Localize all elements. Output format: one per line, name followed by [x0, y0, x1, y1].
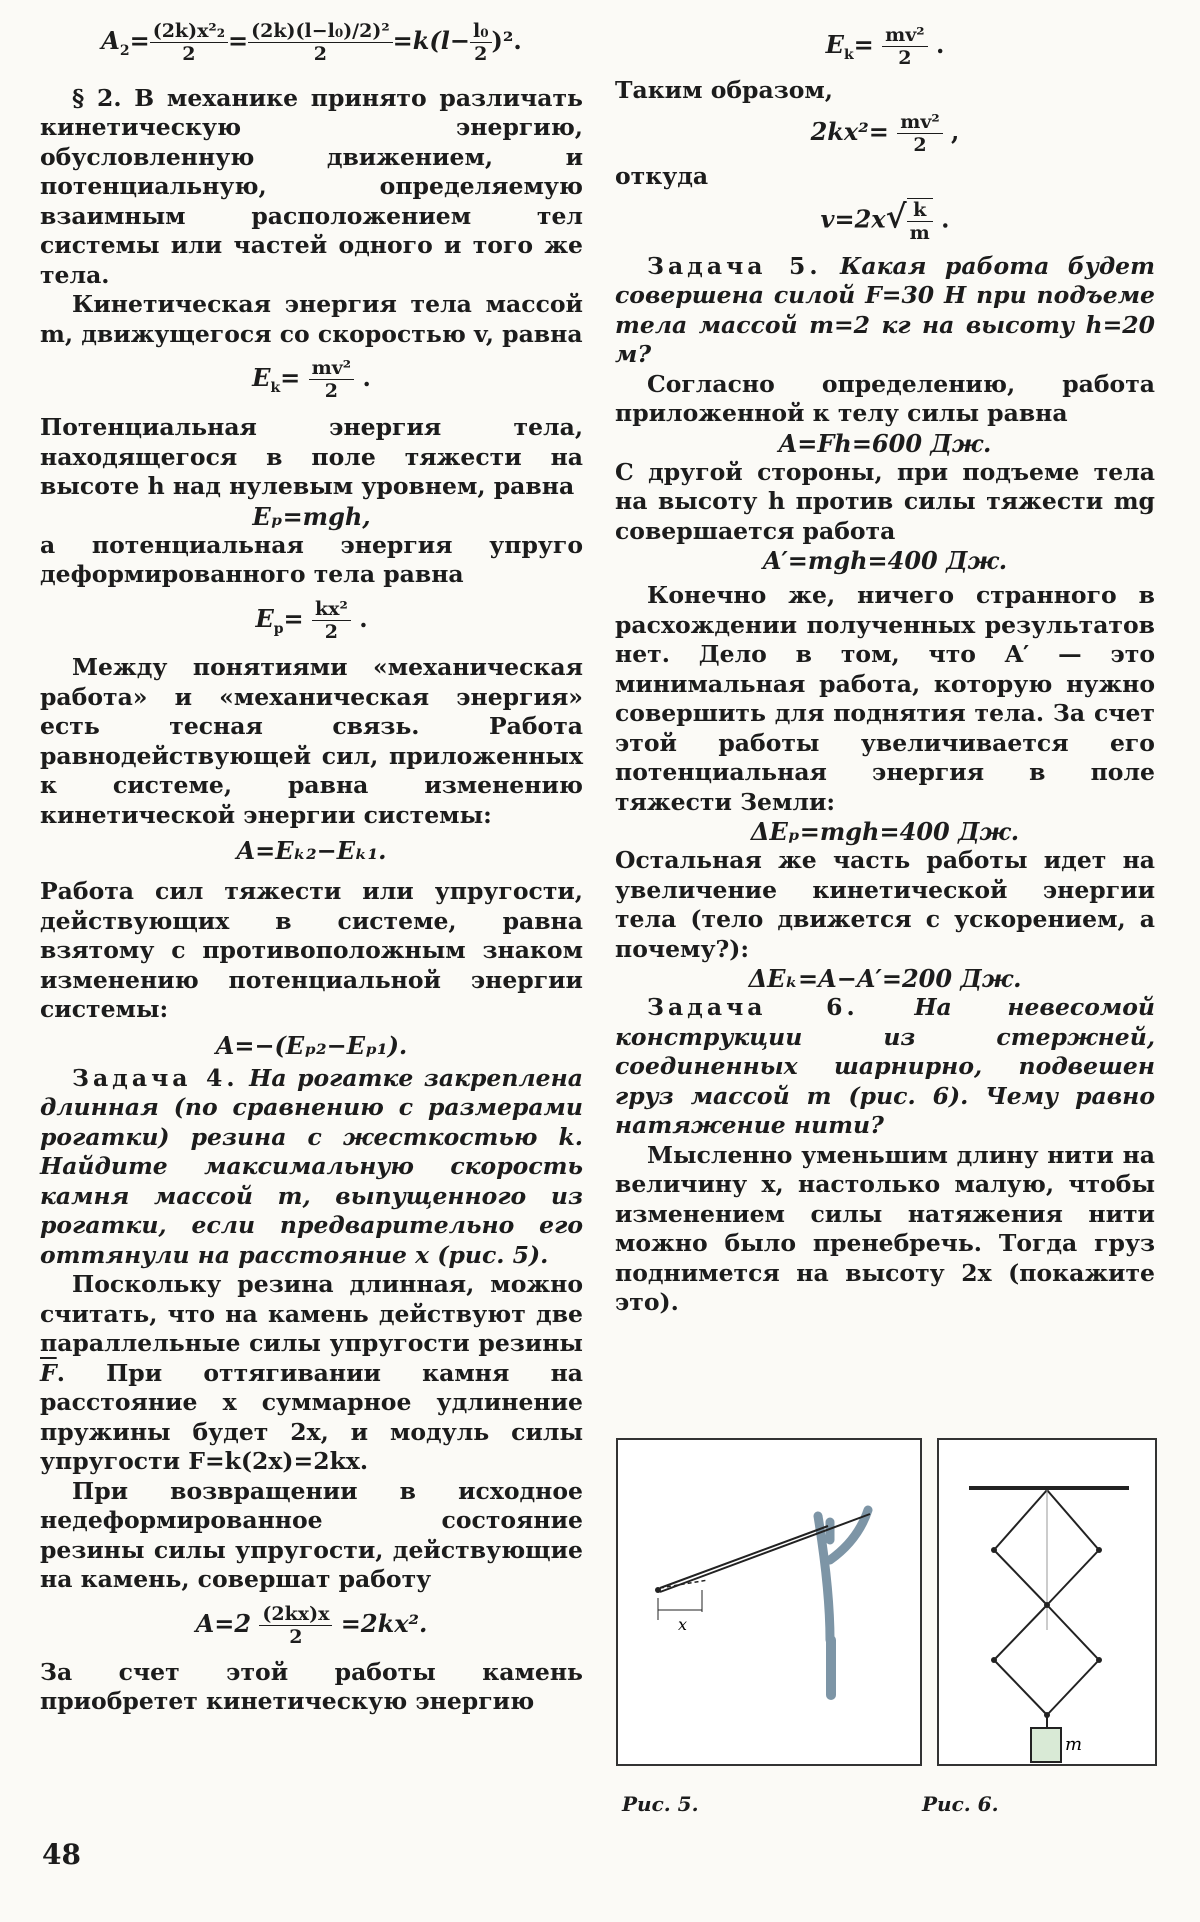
formula-ek: $E_k=$ $\frac{\text{mv²}}{2}$ . — [252, 357, 371, 403]
figure-5-slingshot — [616, 1438, 922, 1766]
task-5-text: Какая работа будет совершена силой F=30 Н при подъеме тела массой m=2 кг на высоту h=20 м? — [615, 251, 1155, 369]
slingshot-illustration — [618, 1440, 920, 1764]
formula-ep-mgh: Eₚ=mgh, — [252, 501, 371, 531]
formula-fh: A=Fh=600 Дж. — [778, 428, 992, 458]
paragraph-discrepancy: Конечно же, ничего странного в расхождении полученных результатов нет. Дело в том, что A′ — это минимальная работа, которую нужно совершить для поднятия тела. За счет этой работы увеличивается его потенциальная энергия в поле тяжести Земли: — [615, 581, 1155, 816]
paragraph-whence: откуда — [615, 162, 709, 191]
left-column — [40, 20, 583, 1717]
paragraph-definition: Согласно определению, работа приложенной к телу силы равна — [615, 369, 1155, 428]
formula-ep-kx: $E_p=$ $\frac{\text{kx²}}{2}$ . — [255, 597, 368, 643]
formula-work-2kx: A=2 $\frac{(2kx)x}{2}$ =2kx². — [195, 1602, 428, 1648]
paragraph-work-energy: Между понятиями «механическая работа» и «механическая энергия» есть тесная связь. Работа равнодействующей сил, приложенных к системе, равна изменению кинетической энергии системы: — [40, 653, 583, 829]
formula-work-kinetic: A=Eₖ₂−Eₖ₁. — [236, 836, 387, 866]
task-5-label: Задача 5. — [647, 251, 822, 280]
formula-2kx: 2kx²= $\frac{\text{mv²}}{2}$ , — [810, 111, 960, 157]
formula-velocity: v=2x√ $\frac{k}{m}$ . — [820, 197, 950, 244]
page-number: 48 — [42, 1838, 81, 1871]
hinged-rods-illustration — [939, 1440, 1155, 1764]
task-4-label: Задача 4. — [72, 1063, 239, 1092]
paragraph-rubber: Поскольку резина длинная, можно считать, что на камень действуют две параллельные силы упругости резины $\overline{F}$. При оттягивании камня на расстояние x суммарное удлинение пружины будет 2x, и модуль силы упругости F=k(2x)=2kx. — [40, 1270, 583, 1476]
formula-delta-ek: ΔEₖ=A−A′=200 Дж. — [748, 964, 1022, 994]
paragraph-potential: Потенциальная энергия тела, находящегося в поле тяжести на высоте h над нулевым уровнем, равна — [40, 413, 583, 501]
task-6 — [615, 993, 1155, 1141]
formula-delta-ep: ΔEₚ=mgh=400 Дж. — [750, 817, 1020, 847]
caption-figure-6: Рис. 6. — [922, 1792, 999, 1816]
paragraph-return: При возвращении в исходное недеформированное состояние резины силы упругости, действующие на камень, совершат работу — [40, 1476, 583, 1594]
right-column — [615, 20, 1155, 1318]
paragraph-other-side: С другой стороны, при подъеме тела на высоту h против силы тяжести mg совершается работа — [615, 457, 1155, 545]
paragraph-kinetic: Кинетическая энергия тела массой m, движущегося со скоростью v, равна — [40, 290, 583, 348]
paragraph-energy-types: § 2. В механике принято различать кинетическую энергию, обусловленную движением, и потенциальную, определяемую взаимным расположением тел системы или частей одного и того же тела. — [40, 83, 583, 289]
figure-6-hinged-rods — [937, 1438, 1157, 1766]
formula-mgh: A′=mgh=400 Дж. — [762, 546, 1008, 576]
paragraph-thought-experiment: Мысленно уменьшим длину нити на величину x, настолько малую, чтобы изменением силы натяжения нити можно было пренебречь. Тогда груз поднимется на высоту 2x (покажите это). — [615, 1140, 1155, 1317]
fig6-m-label: m — [1065, 1734, 1083, 1755]
fig5-x-label: x — [678, 1615, 688, 1634]
task-4 — [40, 1064, 583, 1271]
paragraph-potential-work: Работа сил тяжести или упругости, действующих в системе, равна взятому с противоположным знаком изменению потенциальной энергии системы: — [40, 877, 583, 1024]
paragraph-kinetic-gain: За счет этой работы камень приобретет кинетическую энергию — [40, 1657, 583, 1716]
paragraph-remaining-work: Остальная же часть работы идет на увеличение кинетической энергии тела (тело движется с ускорением, а почему?): — [615, 846, 1155, 963]
paragraph-thus: Таким образом, — [615, 75, 833, 104]
formula-ek-right: $E_k=$ $\frac{\text{mv²}}{2}$ . — [825, 24, 945, 69]
task-5 — [615, 252, 1155, 370]
force-vector: $\overline{F}$ — [40, 1358, 57, 1387]
task-6-label: Задача 6. — [647, 993, 859, 1022]
formula-work-potential: A=−(Eₚ₂−Eₚ₁). — [215, 1030, 408, 1060]
formula-a2: $A_2=$ $\frac{\text{(2k)x²₂}}{2}$ = $\frac{\text{(2k)(l−l₀)/2)²}}{2}$ =k(l− $\frac{\text{l₀}}{2}$ )². — [101, 20, 522, 65]
caption-figure-5: Рис. 5. — [622, 1792, 699, 1816]
paragraph-elastic: а потенциальная энергия упруго деформированного тела равна — [40, 530, 583, 589]
task-6-text: На невесомой конструкции из стержней, соединенных шарнирно, подвешен груз массой m (рис. 6). Чему равно натяжение нити? — [615, 993, 1155, 1140]
task-4-text: На рогатке закреплена длинная (по сравнению с размерами рогатки) резина с жесткостью k. Найдите максимальную скорость камня массой m, выпущенного из рогатки, если предварительно его оттянули на расстояние x (рис. 5). — [40, 1063, 583, 1269]
